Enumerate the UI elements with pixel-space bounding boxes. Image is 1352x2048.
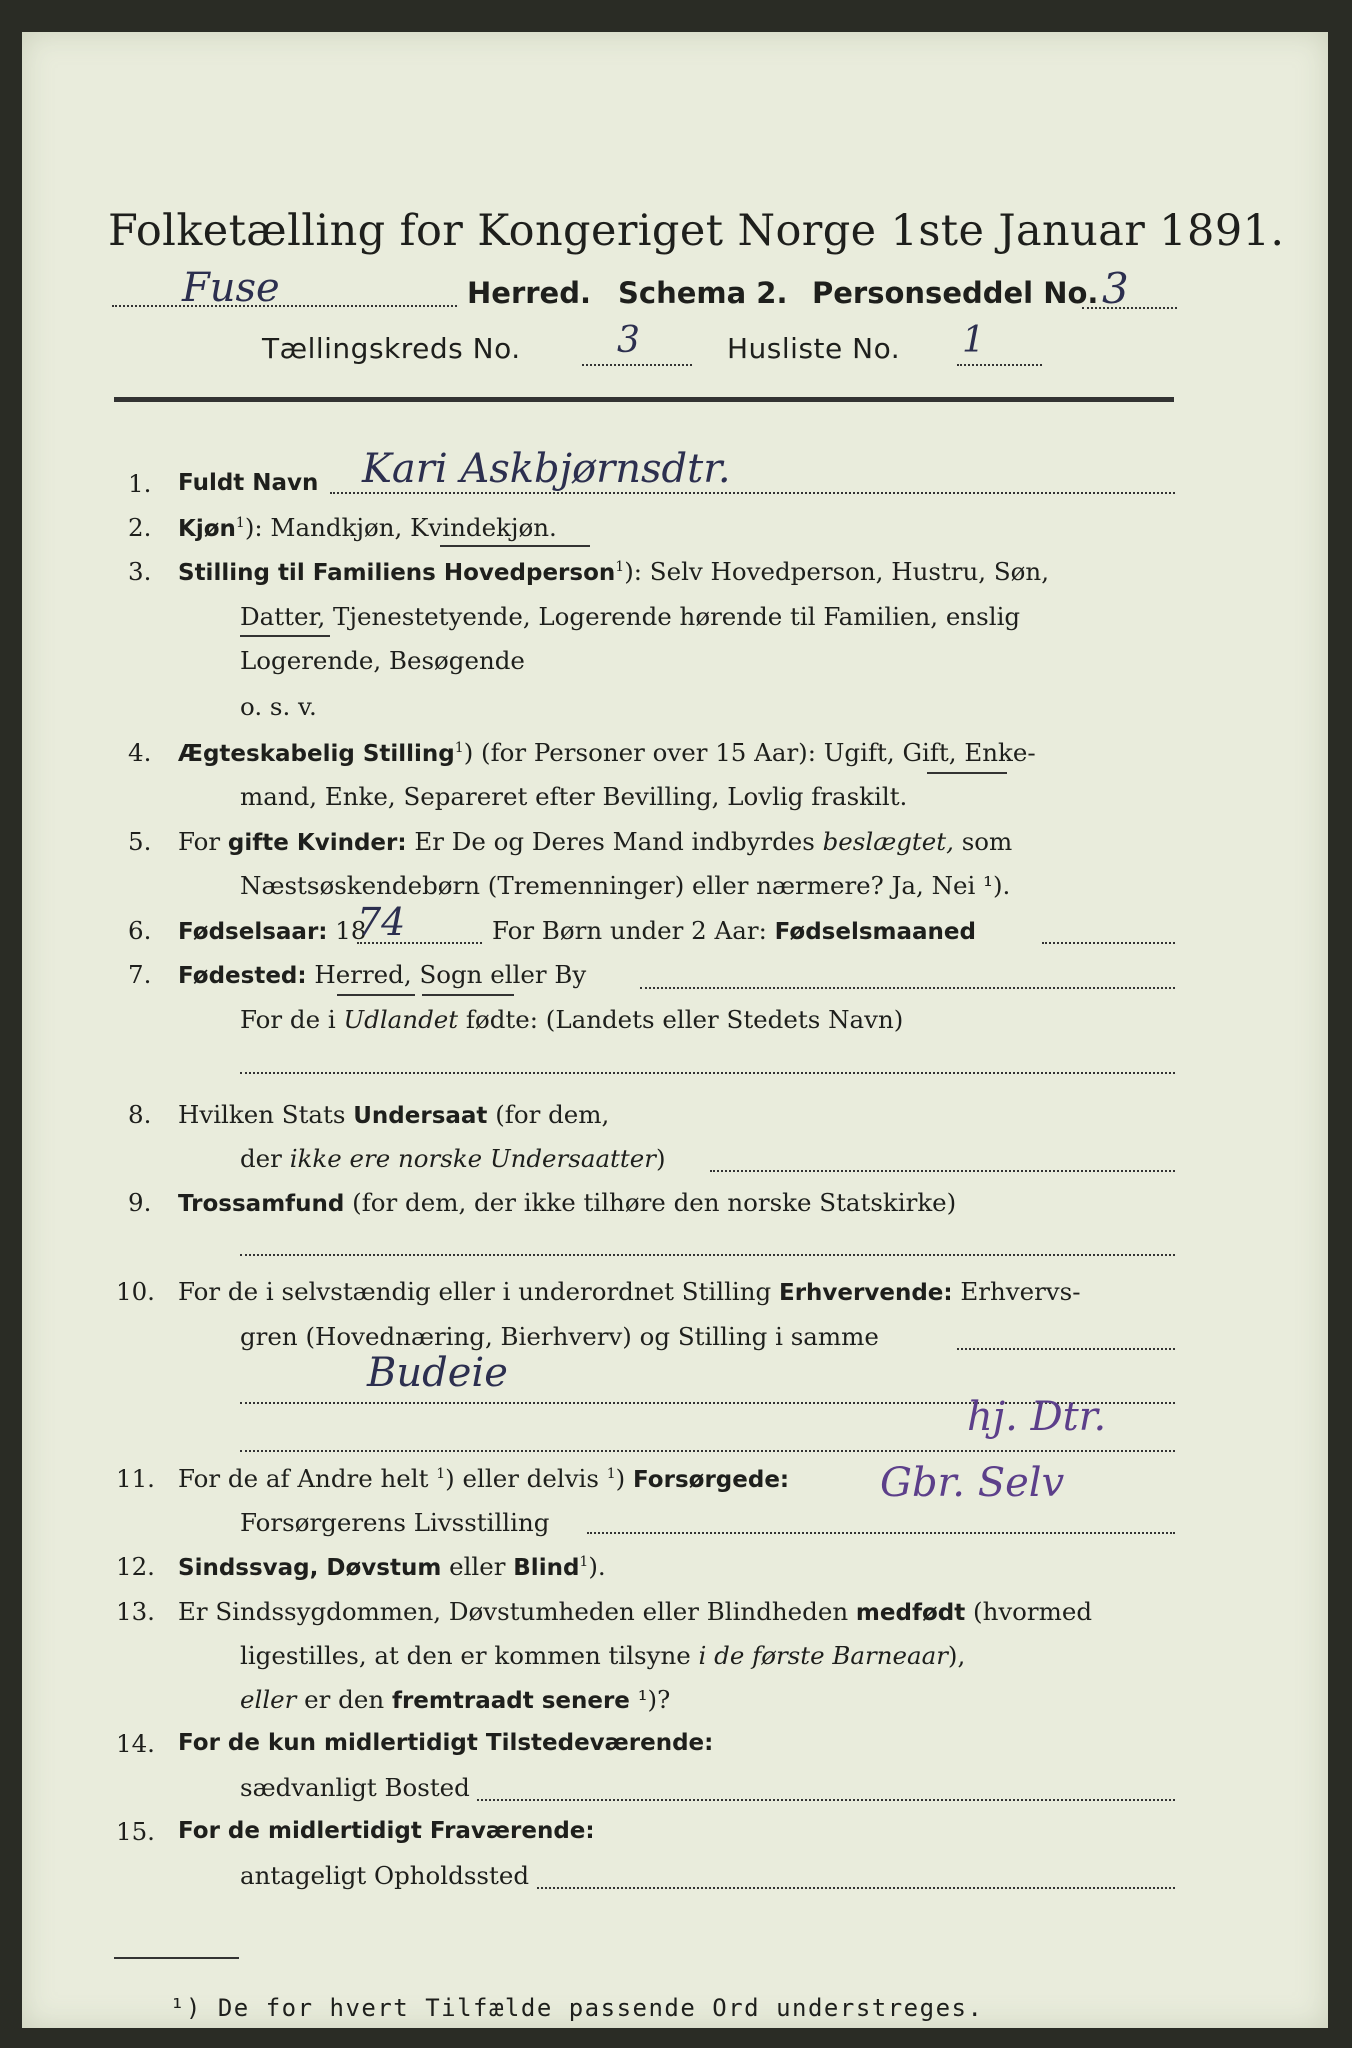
q2-option-kvindekjon: Kvindekjøn. <box>410 513 557 542</box>
q13-line2-text: ligestilles, at den er kommen tilsyne <box>240 1641 699 1670</box>
q3-label: Stilling til Familiens Hovedperson <box>178 560 616 586</box>
footnote-rule <box>114 1957 239 1959</box>
q11-fill-line <box>587 1532 1175 1534</box>
q10-line1 <box>178 1277 1081 1306</box>
q2-text: ): Mandkjøn, <box>244 513 411 542</box>
q6-line <box>178 916 366 945</box>
q1-answer-handwritten: Kari Askbjørnsdtr. <box>362 446 731 492</box>
q5-line1 <box>178 827 1012 856</box>
q4-underline-mark <box>927 772 1007 774</box>
q13-line3-bold: fremtraadt senere <box>391 1688 630 1714</box>
q13-line3-text: er den <box>296 1685 392 1714</box>
q15-label: For de midlertidigt Fraværende: <box>178 1818 595 1844</box>
personseddel-handwritten: 3 <box>1102 264 1129 313</box>
q9-line <box>178 1188 956 1217</box>
q8-label: Undersaat <box>353 1103 488 1129</box>
q3-line2 <box>240 602 1020 631</box>
q4-footnote-ref: 1 <box>454 739 464 756</box>
q12-number: 12. <box>116 1552 155 1581</box>
personseddel-fill-line <box>1082 307 1177 309</box>
q7-line2-end: fødte: (Landets eller Stedets Navn) <box>458 1005 904 1034</box>
q10-text: For de i selvstændig eller i underordnet Stilling <box>178 1277 779 1306</box>
q10-answer2-handwritten: hj. Dtr. <box>967 1394 1107 1440</box>
q13-line1 <box>178 1597 1092 1626</box>
q13-number: 13. <box>116 1597 155 1626</box>
q12-label: Sindssvag, Døvstum <box>178 1555 442 1581</box>
q6-line-right <box>492 916 976 945</box>
q3-underline-mark <box>240 635 330 637</box>
q9-number: 9. <box>128 1188 152 1217</box>
schema-label: Schema 2. <box>618 276 788 310</box>
q2-number: 2. <box>128 513 152 542</box>
q7-line2-text: For de i <box>240 1005 344 1034</box>
q10-label: Erhvervende: <box>779 1280 953 1306</box>
q3-line2-text: Tjenestetyende, Logerende hørende til Familien, enslig <box>325 602 1021 631</box>
q11-text-mid: ) eller delvis <box>445 1464 607 1493</box>
q5-label: gifte Kvinder: <box>227 830 407 856</box>
q4-text: ) (for Personer over 15 Aar): <box>463 738 824 767</box>
q12-label2: Blind <box>513 1555 580 1581</box>
q7-underline-herred <box>337 994 415 996</box>
q6-number: 6. <box>128 916 152 945</box>
q11-line1 <box>178 1464 789 1493</box>
q6-year-handwritten: 74 <box>357 900 406 944</box>
q6-label: Fødselsaar: <box>178 919 328 945</box>
q12-text-end: ). <box>588 1552 606 1581</box>
q10-fill-line <box>957 1348 1175 1350</box>
q7-label: Fødested: <box>178 963 307 989</box>
kreds-label: Tællingskreds No. <box>262 332 521 365</box>
q5-text-mid: Er De og Deres Mand indbyrdes <box>406 827 823 856</box>
husliste-fill-line <box>957 364 1042 366</box>
q3-line4: o. s. v. <box>240 692 317 721</box>
q9-text: (for dem, der ikke tilhøre den norske Statskirke) <box>344 1188 957 1217</box>
q7-fill-line <box>640 987 1175 989</box>
q10-text-end: Erhvervs- <box>952 1277 1081 1306</box>
q8-line2-end: ) <box>655 1144 666 1173</box>
q7-number: 7. <box>128 960 152 989</box>
husliste-handwritten: 1 <box>962 320 985 361</box>
q8-text: Hvilken Stats <box>178 1100 354 1129</box>
q14-fill-line <box>477 1799 1175 1801</box>
q13-line2-italic: i de første Barneaar <box>698 1641 948 1670</box>
q6-text: For Børn under 2 Aar: <box>492 916 775 945</box>
q8-line2-italic: ikke ere norske Undersaatter <box>289 1144 656 1173</box>
herred-label: Herred. <box>467 276 591 310</box>
q7-text: eller By <box>482 960 587 989</box>
q8-fill-line <box>710 1170 1175 1172</box>
q11-label: Forsørgede: <box>633 1467 790 1493</box>
q3-footnote-ref: 1 <box>615 558 625 575</box>
q2-line <box>178 513 557 542</box>
q14-label: For de kun midlertidigt Tilstedeværende: <box>178 1730 714 1756</box>
form-title: Folketælling for Kongeriget Norge 1ste Januar 1891. <box>108 206 1285 256</box>
q5-line2: Næstsøskendebørn (Tremenninger) eller nærmere? Ja, Nei ¹). <box>240 871 1011 900</box>
q5-number: 5. <box>128 827 152 856</box>
q3-line3: Logerende, Besøgende <box>240 646 525 675</box>
herred-fill-line <box>112 305 457 307</box>
q2-underline-mark <box>440 545 590 547</box>
q7-fill-line2 <box>240 1072 1175 1074</box>
q1-label: Fuldt Navn <box>178 470 319 496</box>
q11-footnote-ref2: 1 <box>606 1465 616 1482</box>
q13-line2-end: ), <box>947 1641 966 1670</box>
q10-number: 10. <box>116 1277 155 1306</box>
q6-year-prefix: 18 <box>327 916 367 945</box>
q11-footnote-ref: 1 <box>436 1465 446 1482</box>
q13-text-end: (hvormed <box>965 1597 1093 1626</box>
q11-text: For de af Andre helt <box>178 1464 437 1493</box>
husliste-label: Husliste No. <box>727 332 901 365</box>
q13-text: Er Sindssygdommen, Døvstumheden eller Blindheden <box>178 1597 856 1626</box>
q5-text-end: som <box>953 827 1013 856</box>
q9-fill-line <box>240 1254 1175 1256</box>
q7-option-herred: Herred, <box>314 960 412 989</box>
q1-fill-line <box>330 492 1175 494</box>
q3-number: 3. <box>128 557 152 586</box>
q11-line2: Forsørgerens Livsstilling <box>240 1508 550 1537</box>
personseddel-label: Personseddel No. <box>812 276 1099 310</box>
q3-option-datter: Datter, <box>240 602 326 631</box>
q7-line1 <box>178 960 586 989</box>
q5-text-italic: beslægtet, <box>822 827 954 856</box>
census-form-page <box>22 32 1328 2028</box>
header-divider <box>114 397 1174 402</box>
q8-number: 8. <box>128 1100 152 1129</box>
q8-line2-text: der <box>240 1144 290 1173</box>
q4-line2: mand, Enke, Separeret efter Bevilling, Lovlig fraskilt. <box>240 782 908 811</box>
q7-line2-italic: Udlandet <box>343 1005 459 1034</box>
kreds-handwritten: 3 <box>617 320 640 361</box>
q8-text-end: (for dem, <box>487 1100 610 1129</box>
q6-fill-line2 <box>1042 942 1175 944</box>
q3-text: ): Selv Hovedperson, Hustru, Søn, <box>624 557 1049 586</box>
q7-line2 <box>240 1005 903 1034</box>
q13-line3-italic: eller <box>240 1685 297 1714</box>
q15-number: 15. <box>116 1817 155 1846</box>
q13-line3 <box>240 1685 670 1714</box>
q6-label2: Fødselsmaaned <box>774 919 976 945</box>
q10-answer-handwritten: Budeie <box>367 1350 508 1396</box>
q4-label: Ægteskabelig Stilling <box>178 741 455 767</box>
q10-fill-line3 <box>240 1450 1175 1452</box>
q14-number: 14. <box>116 1729 155 1758</box>
q13-line2 <box>240 1641 965 1670</box>
q7-underline-sogn <box>422 994 514 996</box>
q4-option-ugift: Ugift, <box>823 738 895 767</box>
q6-fill-line <box>357 942 482 944</box>
q15-fill-line <box>537 1887 1175 1889</box>
q11-text-sep: ) <box>615 1464 634 1493</box>
q4-line1 <box>178 738 1036 767</box>
q9-label: Trossamfund <box>178 1191 345 1217</box>
q4-number: 4. <box>128 738 152 767</box>
q3-line1 <box>178 557 1049 586</box>
q8-line2 <box>240 1144 666 1173</box>
q4-text-end: Gift, Enke- <box>894 738 1036 767</box>
q12-footnote-ref: 1 <box>579 1553 589 1570</box>
q5-text: For <box>178 827 228 856</box>
q15-line2: antageligt Opholdssted <box>240 1861 529 1890</box>
kreds-fill-line <box>582 364 692 366</box>
q7-option-sogn: Sogn <box>419 960 483 989</box>
q1-number: 1. <box>128 469 152 498</box>
q8-line1 <box>178 1100 609 1129</box>
herred-handwritten: Fuse <box>182 265 280 311</box>
q12-text: eller <box>441 1552 514 1581</box>
q2-footnote-ref: 1 <box>235 514 245 531</box>
footnote: ¹) De for hvert Tilfælde passende Ord understreges. <box>170 1994 984 2022</box>
q12-line <box>178 1552 606 1581</box>
q13-label: medfødt <box>855 1600 966 1626</box>
q13-line3-end: ¹)? <box>629 1685 671 1714</box>
q10-line2: gren (Hovednæring, Bierhverv) og Stilling i samme <box>240 1322 879 1351</box>
q2-label: Kjøn <box>178 516 236 542</box>
q14-line2: sædvanligt Bosted <box>240 1773 470 1802</box>
q11-number: 11. <box>116 1464 155 1493</box>
q11-answer-handwritten: Gbr. Selv <box>880 1460 1065 1506</box>
